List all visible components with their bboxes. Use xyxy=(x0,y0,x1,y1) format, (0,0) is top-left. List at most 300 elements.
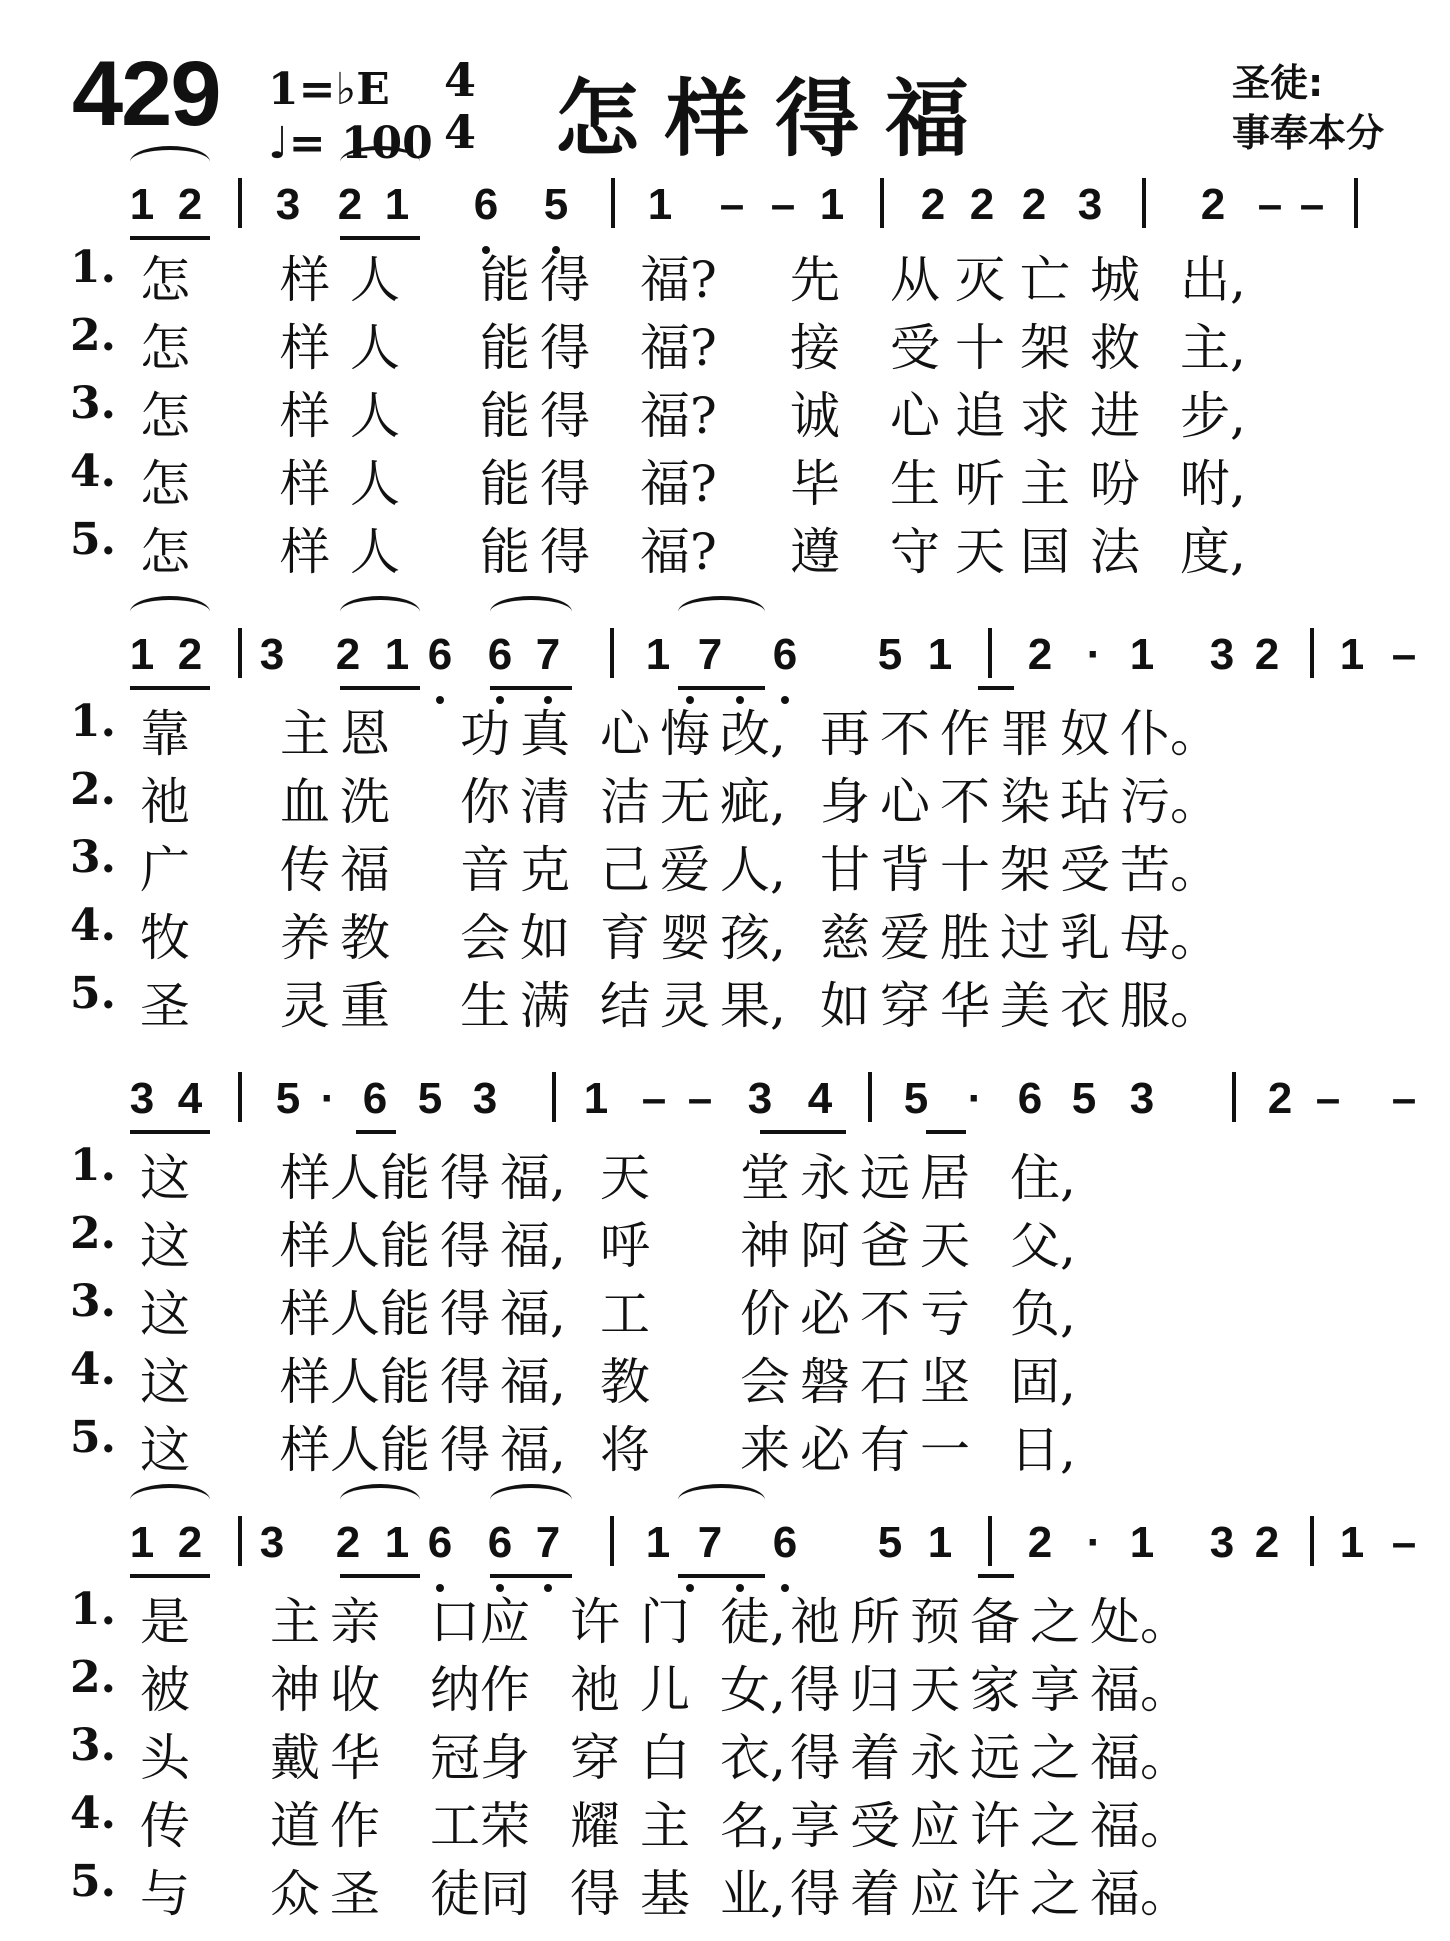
lyric-syllable: 己 xyxy=(600,841,650,899)
lyric-syllable: 得 xyxy=(540,251,590,309)
lyric-syllable: 慈 xyxy=(820,909,870,967)
note: 1 xyxy=(819,180,845,229)
barline xyxy=(1354,178,1358,228)
lyric-syllable: 负, xyxy=(1010,1285,1076,1343)
lyric-syllable: 母。 xyxy=(1120,909,1220,967)
note: 6 xyxy=(1017,1074,1043,1123)
sustain-dash: – xyxy=(1257,180,1283,229)
lyric-syllable: 将 xyxy=(600,1421,650,1479)
lyric-syllable: 坚 xyxy=(920,1353,970,1411)
notation-line-3 xyxy=(0,1064,1450,1144)
verse-line xyxy=(0,1578,1450,1651)
note: 2 xyxy=(335,630,361,679)
lyric-syllable: 会 xyxy=(460,909,510,967)
lyric-syllable: 吩 xyxy=(1090,455,1140,513)
lyric-syllable: 日, xyxy=(1010,1421,1076,1479)
verse-line xyxy=(0,690,1450,763)
lyric-syllable: 堂 xyxy=(740,1149,790,1207)
verse-number: 3. xyxy=(70,832,116,883)
lyric-syllable: 如 xyxy=(520,909,570,967)
note: 1 xyxy=(583,1074,609,1123)
lyric-syllable: 预 xyxy=(910,1593,960,1651)
lyric-syllable: 教 xyxy=(600,1353,650,1411)
lyric-syllable: 苦。 xyxy=(1120,841,1220,899)
slur xyxy=(130,596,210,628)
barline xyxy=(238,628,242,678)
dot-note: · xyxy=(1086,630,1102,679)
barline xyxy=(1310,628,1314,678)
verse-number: 1. xyxy=(70,1140,116,1191)
note: 2 xyxy=(335,1518,361,1567)
lyric-syllable: 传 xyxy=(140,1797,190,1855)
lyric-syllable: 享 xyxy=(1030,1661,1080,1719)
sustain-dash: – xyxy=(1391,1074,1417,1123)
lyric-syllable: 疵, xyxy=(720,773,786,831)
lyric-syllable: 能 xyxy=(480,523,530,581)
lyric-syllable: 收 xyxy=(330,1661,380,1719)
lyric-syllable: 洗 xyxy=(340,773,390,831)
verse-number: 4. xyxy=(70,900,116,951)
lyric-syllable: 同 xyxy=(480,1865,530,1923)
lyric-syllable: 样 xyxy=(280,1421,330,1479)
lyric-syllable: 诚 xyxy=(790,387,840,445)
note: 1 xyxy=(645,1518,671,1567)
lyric-syllable: 灭 xyxy=(955,251,1005,309)
note: 2 xyxy=(177,630,203,679)
note: 2 xyxy=(1027,630,1053,679)
note: 6 xyxy=(772,630,798,679)
hymn-number: 429 xyxy=(72,43,220,145)
lyric-syllable: 悔 xyxy=(660,705,710,763)
lyric-syllable: 心 xyxy=(880,773,930,831)
lyric-syllable: 主, xyxy=(1180,319,1246,377)
hymn-category xyxy=(1232,58,1384,158)
slur xyxy=(678,1484,765,1516)
lyric-syllable: 能 xyxy=(480,251,530,309)
lyric-syllable: 应 xyxy=(480,1593,530,1651)
note: 5 xyxy=(877,630,903,679)
verse-number: 5. xyxy=(70,514,116,565)
lyric-syllable: 冠 xyxy=(430,1729,480,1787)
lyric-syllable: 女, xyxy=(720,1661,786,1719)
lyric-syllable: 步, xyxy=(1180,387,1246,445)
verse-number: 2. xyxy=(70,310,116,361)
barline xyxy=(238,178,242,228)
verse-number: 5. xyxy=(70,968,116,1019)
lyric-syllable: 着 xyxy=(850,1729,900,1787)
note: 2 xyxy=(1200,180,1226,229)
lyric-syllable: 样 xyxy=(280,387,330,445)
lyric-syllable: 天 xyxy=(910,1661,960,1719)
note: 2 xyxy=(1267,1074,1293,1123)
note: 6 xyxy=(487,1518,513,1567)
lyric-syllable: 得 xyxy=(440,1353,490,1411)
verse-line xyxy=(0,1646,1450,1719)
lyric-syllable: 许 xyxy=(970,1797,1020,1855)
lyrics-block-2 xyxy=(0,690,1450,1035)
lyric-syllable: 样 xyxy=(280,523,330,581)
lyric-syllable: 被 xyxy=(140,1661,190,1719)
verse-line xyxy=(0,372,1450,445)
lyric-syllable: 架 xyxy=(1020,319,1070,377)
lyric-syllable: 阿 xyxy=(800,1217,850,1275)
note: 3 xyxy=(259,1518,285,1567)
lyric-syllable: 主 xyxy=(280,705,330,763)
lyric-syllable: 怎 xyxy=(140,251,190,309)
lyric-syllable: 固, xyxy=(1010,1353,1076,1411)
lyric-syllable: 靠 xyxy=(140,705,190,763)
sustain-dash: – xyxy=(719,180,745,229)
verse-line xyxy=(0,1134,1450,1207)
lyric-syllable: 穿 xyxy=(570,1729,620,1787)
dot-note: · xyxy=(320,1074,336,1123)
lyric-syllable: 得 xyxy=(790,1661,840,1719)
verse-line xyxy=(0,1850,1450,1923)
lyric-syllable: 永 xyxy=(800,1149,850,1207)
barline xyxy=(1232,1072,1236,1122)
lyric-syllable: 耀 xyxy=(570,1797,620,1855)
lyric-syllable: 乳 xyxy=(1060,909,1110,967)
lyric-syllable: 爱 xyxy=(660,841,710,899)
barline xyxy=(238,1516,242,1566)
lyric-syllable: 进 xyxy=(1090,387,1140,445)
verse-line xyxy=(0,1714,1450,1787)
note: 2 xyxy=(969,180,995,229)
barline xyxy=(610,1516,614,1566)
lyric-syllable: 口 xyxy=(430,1593,480,1651)
lyric-syllable: 天 xyxy=(955,523,1005,581)
verse-number: 1. xyxy=(70,696,116,747)
lyric-syllable: 怎 xyxy=(140,387,190,445)
note: 6 xyxy=(487,630,513,679)
lyric-syllable: 出, xyxy=(1180,251,1246,309)
lyric-syllable: 先 xyxy=(790,251,840,309)
lyric-syllable: 过 xyxy=(1000,909,1050,967)
lyric-syllable: 背 xyxy=(880,841,930,899)
lyric-syllable: 爸 xyxy=(860,1217,910,1275)
lyric-syllable: 十 xyxy=(955,319,1005,377)
lyric-syllable: 恩 xyxy=(340,705,390,763)
lyric-syllable: 法 xyxy=(1090,523,1140,581)
tempo-marking: ♩= 100 xyxy=(268,118,433,169)
lyric-syllable: 家 xyxy=(970,1661,1020,1719)
lyrics-block-4 xyxy=(0,1578,1450,1923)
lyric-syllable: 人 xyxy=(330,1149,380,1207)
lyric-syllable: 石 xyxy=(860,1353,910,1411)
lyric-syllable: 改, xyxy=(720,705,786,763)
lyric-syllable: 天 xyxy=(920,1217,970,1275)
lyric-syllable: 孩, xyxy=(720,909,786,967)
lyric-syllable: 满 xyxy=(520,977,570,1035)
lyric-syllable: 得 xyxy=(440,1217,490,1275)
lyric-syllable: 着 xyxy=(850,1865,900,1923)
lyric-syllable: 应 xyxy=(910,1865,960,1923)
note: 3 xyxy=(275,180,301,229)
lyric-syllable: 人 xyxy=(330,1285,380,1343)
lyric-syllable: 福, xyxy=(500,1421,566,1479)
lyric-syllable: 服。 xyxy=(1120,977,1220,1035)
lyric-syllable: 得 xyxy=(790,1729,840,1787)
verse-line xyxy=(0,962,1450,1035)
lyric-syllable: 福? xyxy=(640,319,717,377)
note: 3 xyxy=(1209,630,1235,679)
lyric-syllable: 必 xyxy=(800,1421,850,1479)
lyric-syllable: 得 xyxy=(540,387,590,445)
lyric-syllable: 之 xyxy=(1030,1729,1080,1787)
lyric-syllable: 结 xyxy=(600,977,650,1035)
lyric-syllable: 必 xyxy=(800,1285,850,1343)
lyric-syllable: 得 xyxy=(570,1865,620,1923)
lyric-syllable: 生 xyxy=(890,455,940,513)
verse-line xyxy=(0,758,1450,831)
lyric-syllable: 无 xyxy=(660,773,710,831)
lyric-syllable: 是 xyxy=(140,1593,190,1651)
note: 5 xyxy=(417,1074,443,1123)
lyric-syllable: 得 xyxy=(540,455,590,513)
barline xyxy=(552,1072,556,1122)
lyric-syllable: 业, xyxy=(720,1865,786,1923)
lyric-syllable: 得 xyxy=(440,1421,490,1479)
lyric-syllable: 仆。 xyxy=(1120,705,1220,763)
lyric-syllable: 果, xyxy=(720,977,786,1035)
lyric-syllable: 衣, xyxy=(720,1729,786,1787)
lyric-syllable: 人 xyxy=(350,251,400,309)
lyric-syllable: 这 xyxy=(140,1149,190,1207)
lyric-syllable: 之 xyxy=(1030,1865,1080,1923)
verse-number: 4. xyxy=(70,1344,116,1395)
note: 1 xyxy=(645,630,671,679)
note: 1 xyxy=(384,630,410,679)
barline xyxy=(238,1072,242,1122)
lyric-syllable: 应 xyxy=(910,1797,960,1855)
lyric-syllable: 样 xyxy=(280,1353,330,1411)
time-sig-bottom: 4 xyxy=(443,105,476,159)
lyric-syllable: 听 xyxy=(955,455,1005,513)
lyric-syllable: 居 xyxy=(920,1149,970,1207)
lyric-syllable: 福? xyxy=(640,387,717,445)
lyric-syllable: 传 xyxy=(280,841,330,899)
lyric-syllable: 样 xyxy=(280,455,330,513)
lyric-syllable: 怎 xyxy=(140,319,190,377)
lyric-syllable: 追 xyxy=(955,387,1005,445)
verse-line xyxy=(0,894,1450,967)
verse-number: 2. xyxy=(70,1208,116,1259)
lyric-syllable: 样 xyxy=(280,1149,330,1207)
verse-number: 2. xyxy=(70,764,116,815)
lyric-syllable: 磐 xyxy=(800,1353,850,1411)
lyric-syllable: 求 xyxy=(1020,387,1070,445)
lyric-syllable: 能 xyxy=(380,1353,430,1411)
lyric-syllable: 能 xyxy=(380,1285,430,1343)
note: 3 xyxy=(747,1074,773,1123)
sustain-dash: – xyxy=(1315,1074,1341,1123)
lyric-syllable: 能 xyxy=(480,387,530,445)
lyric-syllable: 福, xyxy=(500,1217,566,1275)
note: 1 xyxy=(129,630,155,679)
lyric-syllable: 婴 xyxy=(660,909,710,967)
lyric-syllable: 遵 xyxy=(790,523,840,581)
verse-number: 2. xyxy=(70,1652,116,1703)
barline xyxy=(610,628,614,678)
lyric-syllable: 真 xyxy=(520,705,570,763)
verse-line xyxy=(0,1406,1450,1479)
lyric-syllable: 牧 xyxy=(140,909,190,967)
sustain-dash: – xyxy=(1299,180,1325,229)
slur xyxy=(340,596,420,628)
lyric-syllable: 圣 xyxy=(330,1865,380,1923)
verse-line xyxy=(0,440,1450,513)
lyric-syllable: 作 xyxy=(940,705,990,763)
lyric-syllable: 祂 xyxy=(140,773,190,831)
time-signature xyxy=(440,54,480,158)
lyric-syllable: 作 xyxy=(330,1797,380,1855)
verse-number: 4. xyxy=(70,1788,116,1839)
verse-number: 1. xyxy=(70,242,116,293)
note: 1 xyxy=(129,1518,155,1567)
note: 1 xyxy=(927,630,953,679)
note: 1 xyxy=(927,1518,953,1567)
note: 3 xyxy=(1077,180,1103,229)
lyric-syllable: 许 xyxy=(970,1865,1020,1923)
lyric-syllable: 人 xyxy=(330,1421,380,1479)
lyric-syllable: 神 xyxy=(740,1217,790,1275)
note: 1 xyxy=(1129,1518,1155,1567)
note: 5 xyxy=(903,1074,929,1123)
lyric-syllable: 所 xyxy=(850,1593,900,1651)
notation-line-2 xyxy=(0,620,1450,700)
lyric-syllable: 样 xyxy=(280,319,330,377)
verse-number: 3. xyxy=(70,1276,116,1327)
sustain-dash: – xyxy=(1391,630,1417,679)
lyric-syllable: 咐, xyxy=(1180,455,1246,513)
lyric-syllable: 永 xyxy=(910,1729,960,1787)
slur xyxy=(678,596,765,628)
lyric-syllable: 守 xyxy=(890,523,940,581)
lyric-syllable: 基 xyxy=(640,1865,690,1923)
lyric-syllable: 名, xyxy=(720,1797,786,1855)
note: 6 xyxy=(427,1518,453,1567)
note: 2 xyxy=(337,180,363,229)
verse-line xyxy=(0,826,1450,899)
lyric-syllable: 不 xyxy=(940,773,990,831)
lyric-syllable: 工 xyxy=(600,1285,650,1343)
lyric-syllable: 育 xyxy=(600,909,650,967)
lyric-syllable: 白 xyxy=(640,1729,690,1787)
barline xyxy=(1142,178,1146,228)
verse-line xyxy=(0,1338,1450,1411)
lyric-syllable: 福。 xyxy=(1090,1661,1190,1719)
lyric-syllable: 再 xyxy=(820,705,870,763)
verse-number: 5. xyxy=(70,1412,116,1463)
lyric-syllable: 身 xyxy=(820,773,870,831)
lyric-syllable: 远 xyxy=(970,1729,1020,1787)
verse-line xyxy=(0,304,1450,377)
lyric-syllable: 众 xyxy=(270,1865,320,1923)
lyric-syllable: 教 xyxy=(340,909,390,967)
lyric-syllable: 得 xyxy=(790,1865,840,1923)
note: 5 xyxy=(1071,1074,1097,1123)
sustain-dash: – xyxy=(1391,1518,1417,1567)
lyric-syllable: 华 xyxy=(330,1729,380,1787)
note: 7 xyxy=(535,630,561,679)
lyric-syllable: 华 xyxy=(940,977,990,1035)
note: 1 xyxy=(1129,630,1155,679)
lyric-syllable: 不 xyxy=(860,1285,910,1343)
note: 3 xyxy=(472,1074,498,1123)
note: 2 xyxy=(1254,1518,1280,1567)
lyric-syllable: 祂 xyxy=(790,1593,840,1651)
slur xyxy=(490,1484,572,1516)
verse-number: 5. xyxy=(70,1856,116,1907)
note: 6 xyxy=(772,1518,798,1567)
lyric-syllable: 能 xyxy=(380,1217,430,1275)
lyric-syllable: 人 xyxy=(350,387,400,445)
note: 1 xyxy=(384,1518,410,1567)
slur xyxy=(340,146,420,178)
lyric-syllable: 玷 xyxy=(1060,773,1110,831)
note: 1 xyxy=(129,180,155,229)
lyric-syllable: 作 xyxy=(480,1661,530,1719)
lyric-syllable: 这 xyxy=(140,1421,190,1479)
lyric-syllable: 爱 xyxy=(880,909,930,967)
lyric-syllable: 有 xyxy=(860,1421,910,1479)
note: 2 xyxy=(177,180,203,229)
lyric-syllable: 受 xyxy=(850,1797,900,1855)
lyric-syllable: 功 xyxy=(460,705,510,763)
lyric-syllable: 广 xyxy=(140,841,190,899)
lyric-syllable: 徒, xyxy=(720,1593,786,1651)
lyric-syllable: 福, xyxy=(500,1353,566,1411)
verse-number: 3. xyxy=(70,1720,116,1771)
note: 6 xyxy=(427,630,453,679)
lyric-syllable: 儿 xyxy=(640,1661,690,1719)
lyric-syllable: 怎 xyxy=(140,523,190,581)
lyric-syllable: 来 xyxy=(740,1421,790,1479)
lyric-syllable: 度, xyxy=(1180,523,1246,581)
category-line-2: 事奉本分 xyxy=(1232,111,1385,155)
lyric-syllable: 价 xyxy=(740,1285,790,1343)
barline xyxy=(868,1072,872,1122)
lyric-syllable: 得 xyxy=(540,523,590,581)
lyric-syllable: 道 xyxy=(270,1797,320,1855)
lyric-syllable: 纳 xyxy=(430,1661,480,1719)
lyric-syllable: 美 xyxy=(1000,977,1050,1035)
lyric-syllable: 祂 xyxy=(570,1661,620,1719)
lyric-syllable: 福, xyxy=(500,1149,566,1207)
lyric-syllable: 能 xyxy=(380,1149,430,1207)
sustain-dash: – xyxy=(641,1074,667,1123)
note: 1 xyxy=(647,180,673,229)
sustain-dash: – xyxy=(770,180,796,229)
lyric-syllable: 远 xyxy=(860,1149,910,1207)
lyric-syllable: 样 xyxy=(280,1217,330,1275)
barline xyxy=(988,1516,992,1566)
note: 3 xyxy=(1129,1074,1155,1123)
lyric-syllable: 得 xyxy=(440,1149,490,1207)
lyric-syllable: 亏 xyxy=(920,1285,970,1343)
lyric-syllable: 这 xyxy=(140,1285,190,1343)
lyrics-block-3 xyxy=(0,1134,1450,1479)
dot-note: · xyxy=(1086,1518,1102,1567)
lyric-syllable: 天 xyxy=(600,1149,650,1207)
lyric-syllable: 身 xyxy=(480,1729,530,1787)
lyric-syllable: 福, xyxy=(500,1285,566,1343)
lyric-syllable: 灵 xyxy=(660,977,710,1035)
note: 1 xyxy=(384,180,410,229)
slur xyxy=(340,1484,420,1516)
verse-number: 3. xyxy=(70,378,116,429)
lyric-syllable: 人, xyxy=(720,841,786,899)
